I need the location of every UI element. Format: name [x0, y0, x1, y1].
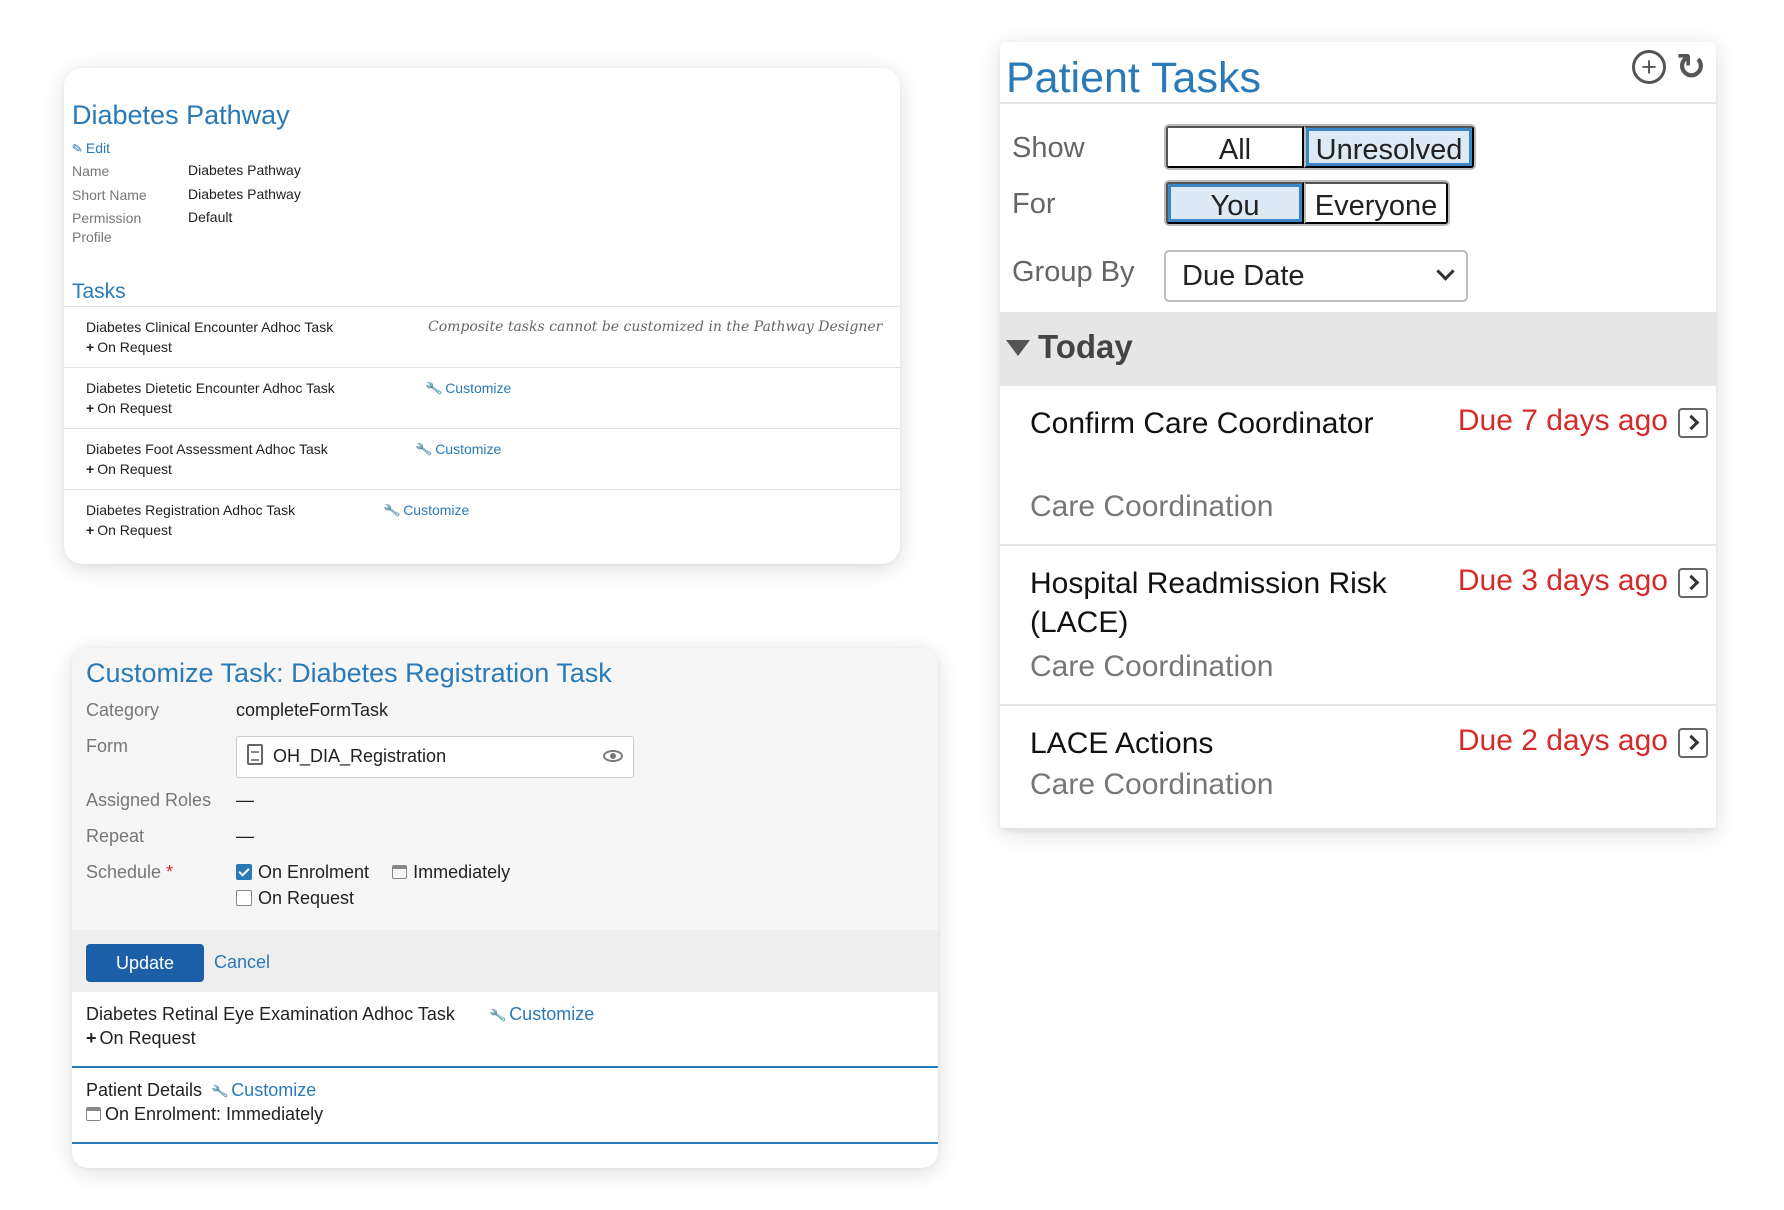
on-request-label: On Request: [258, 888, 355, 908]
task-category: Care Coordination: [1030, 768, 1274, 801]
repeat-label: Repeat: [86, 826, 145, 846]
task-name: Diabetes Clinical Encounter Adhoc Task: [86, 319, 334, 335]
task-note: Composite tasks cannot be customized in the Pathway Designer: [428, 319, 883, 335]
update-button[interactable]: Update: [86, 944, 204, 982]
task-category: Care Coordination: [1030, 650, 1274, 683]
task-item[interactable]: [1000, 546, 1716, 706]
for-everyone-option[interactable]: Everyone: [1304, 182, 1448, 224]
plus-icon: +: [86, 400, 95, 416]
chevron-down-icon: [1436, 262, 1454, 280]
patient-tasks-title: Patient Tasks: [1006, 54, 1261, 102]
request-label: On Request: [99, 1028, 196, 1048]
task-title: Hospital Readmission Risk (LACE): [1030, 567, 1387, 639]
patient-tasks-card: [1000, 42, 1716, 830]
chevron-right-icon[interactable]: [1678, 408, 1708, 438]
customize-link[interactable]: [426, 380, 511, 397]
assigned-roles-value: —: [236, 790, 254, 810]
customize-label: Customize: [435, 441, 502, 457]
schedule-label: [86, 862, 173, 883]
task-row: [64, 367, 900, 429]
cancel-link[interactable]: Cancel: [214, 952, 271, 972]
name-value: Diabetes Pathway: [188, 162, 301, 178]
task-request: [86, 339, 172, 355]
task-request: [86, 1028, 196, 1049]
for-toggle: [1164, 180, 1450, 226]
header-divider: [1000, 102, 1716, 104]
task-item[interactable]: [1000, 706, 1716, 830]
task-due: Due 2 days ago: [1457, 724, 1668, 757]
tasks-heading: Tasks: [72, 280, 126, 303]
document-icon: [247, 744, 263, 765]
pathway-card: [64, 68, 900, 564]
task-title: Confirm Care Coordinator: [1030, 407, 1374, 440]
name-label: Name: [72, 163, 110, 179]
request-label: On Request: [97, 461, 172, 477]
edit-label: Edit: [85, 140, 111, 156]
group-header-today[interactable]: [1000, 312, 1716, 386]
form-label: Form: [86, 736, 128, 756]
task-name: Diabetes Retinal Eye Examination Adhoc Task: [86, 1004, 455, 1024]
category-label: Category: [86, 700, 160, 720]
chevron-right-icon[interactable]: [1678, 728, 1708, 758]
task-title: LACE Actions: [1030, 727, 1214, 760]
customize-label: Customize: [509, 1004, 595, 1024]
for-label: For: [1012, 188, 1056, 220]
task-request: [86, 461, 172, 477]
plus-icon: +: [86, 461, 95, 477]
task-item[interactable]: [1000, 386, 1716, 546]
for-you-option[interactable]: You: [1166, 182, 1304, 224]
calendar-icon: [86, 1107, 101, 1121]
customize-form: [72, 648, 938, 930]
task-name: Diabetes Registration Adhoc Task: [86, 502, 296, 518]
schedule-label-text: Schedule: [86, 862, 162, 882]
group-by-label: Group By: [1012, 256, 1135, 288]
task-request: [86, 522, 172, 538]
customize-link[interactable]: [416, 441, 501, 458]
repeat-value: —: [236, 826, 254, 846]
wrench-icon: 🔧: [414, 440, 434, 459]
task-due: Due 7 days ago: [1457, 404, 1668, 437]
permission-profile-label: Permission Profile: [72, 210, 142, 245]
form-value: OH_DIA_Registration: [273, 746, 447, 766]
short-name-label: Short Name: [72, 187, 147, 203]
plus-icon: +: [86, 1028, 97, 1048]
task-row: [64, 428, 900, 490]
pencil-icon: ✎: [70, 140, 85, 157]
schedule-detail: On Enrolment: Immediately: [105, 1104, 324, 1124]
action-bar: [72, 930, 938, 994]
immediately-label: Immediately: [413, 862, 511, 882]
permission-profile-value: Default: [188, 209, 233, 225]
edit-link[interactable]: [72, 140, 110, 157]
show-label: Show: [1012, 132, 1085, 164]
wrench-icon: 🔧: [210, 1082, 230, 1101]
request-label: On Request: [97, 339, 172, 355]
customize-title: Customize Task: Diabetes Registration Task: [86, 658, 612, 688]
wrench-icon: 🔧: [488, 1006, 508, 1025]
task-due: Due 3 days ago: [1457, 564, 1668, 597]
add-task-icon[interactable]: +: [1632, 50, 1666, 84]
task-schedule: [86, 1104, 323, 1125]
task-name: Diabetes Dietetic Encounter Adhoc Task: [86, 380, 335, 396]
assigned-roles-label: Assigned Roles: [86, 790, 212, 810]
category-value: completeFormTask: [236, 700, 389, 720]
calendar-icon[interactable]: [392, 865, 407, 879]
task-name: Patient Details: [86, 1080, 203, 1100]
short-name-value: Diabetes Pathway: [188, 186, 301, 202]
wrench-icon: 🔧: [424, 379, 444, 398]
customize-label: Customize: [445, 380, 512, 396]
customize-link[interactable]: [490, 1004, 594, 1025]
customize-link[interactable]: [212, 1080, 316, 1101]
form-select-field[interactable]: [236, 736, 634, 778]
customize-label: Customize: [403, 502, 470, 518]
eye-icon[interactable]: [603, 750, 623, 762]
required-marker: *: [166, 862, 174, 882]
task-row: [72, 992, 938, 1068]
task-row: [64, 306, 900, 368]
wrench-icon: 🔧: [382, 501, 402, 520]
plus-icon: +: [86, 522, 95, 538]
on-enrolment-label: On Enrolment: [258, 862, 370, 882]
on-request-option[interactable]: [236, 888, 354, 909]
on-enrolment-checkbox[interactable]: [236, 864, 252, 880]
task-row: [72, 1068, 938, 1144]
chevron-right-icon[interactable]: [1678, 568, 1708, 598]
group-title: Today: [1038, 328, 1133, 365]
on-request-checkbox[interactable]: [236, 890, 252, 906]
show-all-option[interactable]: All: [1166, 126, 1304, 168]
plus-icon: +: [86, 339, 95, 355]
request-label: On Request: [97, 400, 172, 416]
task-request: [86, 400, 172, 416]
on-enrolment-option[interactable]: [236, 862, 510, 883]
task-row: [64, 489, 900, 551]
customize-label: Customize: [231, 1080, 317, 1100]
customize-link[interactable]: [384, 502, 469, 519]
refresh-icon[interactable]: ↻: [1675, 46, 1707, 87]
show-toggle: [1164, 124, 1476, 170]
show-unresolved-option[interactable]: Unresolved: [1304, 126, 1474, 168]
group-by-value: Due Date: [1182, 260, 1305, 292]
request-label: On Request: [97, 522, 172, 538]
task-name: Diabetes Foot Assessment Adhoc Task: [86, 441, 328, 457]
pathway-title: Diabetes Pathway: [72, 100, 290, 130]
collapse-triangle-icon: [1006, 340, 1030, 356]
group-by-select[interactable]: [1164, 250, 1468, 302]
customize-task-card: [72, 648, 938, 1168]
task-category: Care Coordination: [1030, 490, 1274, 523]
